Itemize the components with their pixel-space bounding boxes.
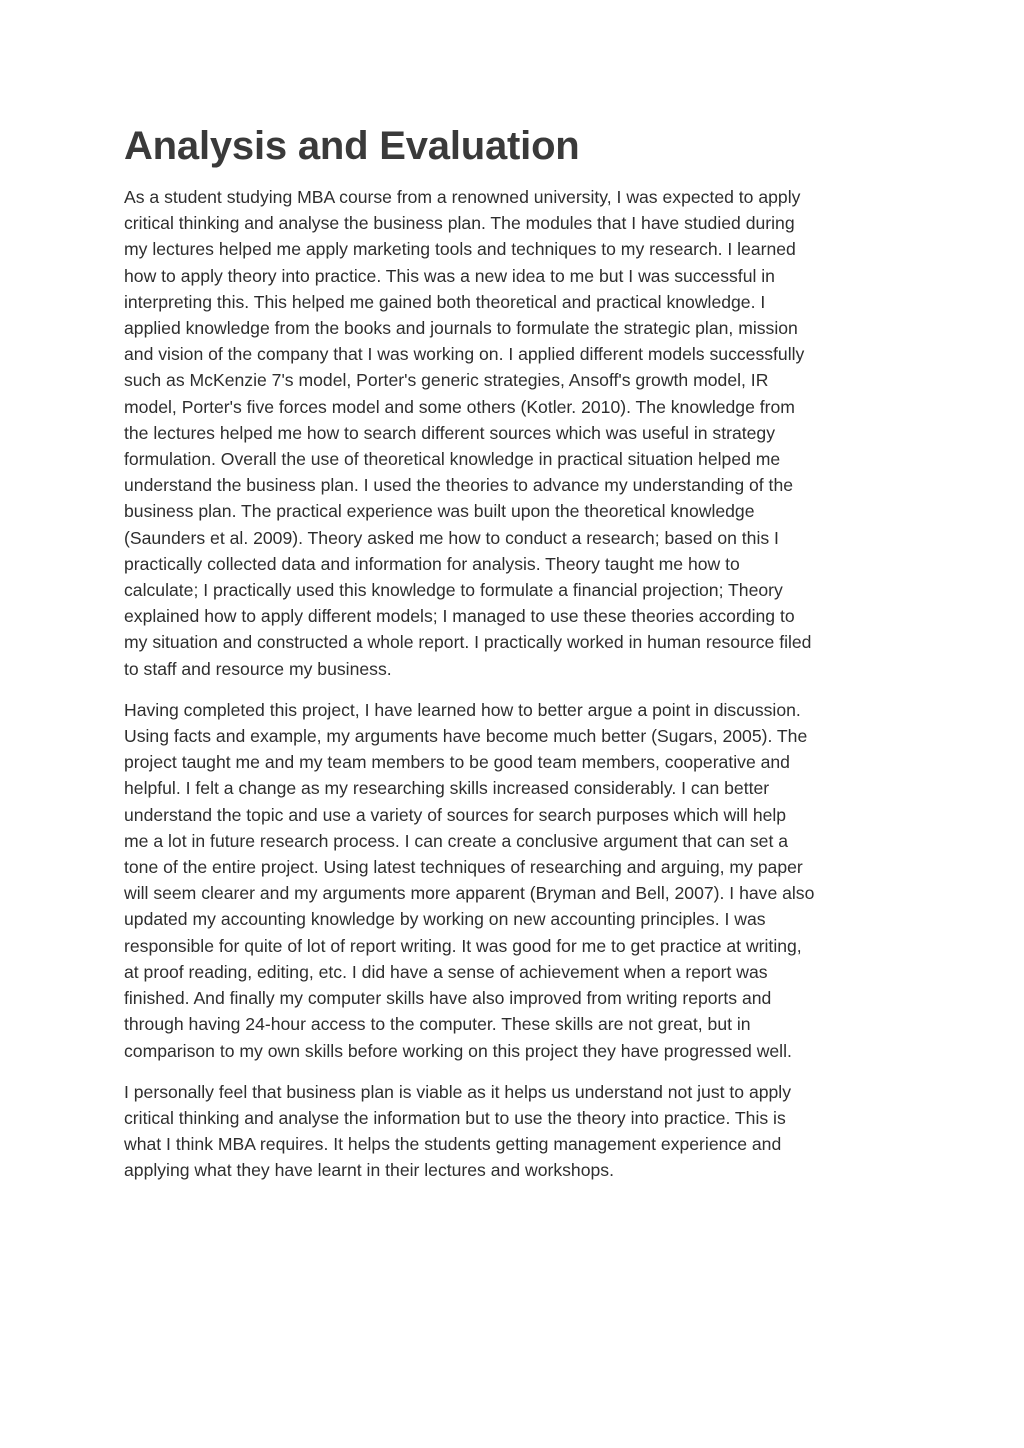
paragraph-3: I personally feel that business plan is viable as it helps us understand not just to apply critical thinking and analyse the information but to use the theory into practice. This is what I think MBA requires. It helps the students getting management experience and applying what they have learnt in their lectures and workshops. (124, 1081, 792, 1181)
paragraph-2: Having completed this project, I have learned how to better argue a point in discussion. Using facts and example, my arguments have become much better (Sugars, 2005). The project taught me and my team members to be good team members, cooperative and helpful. I felt a change as my researching skills increased considerably. I can better understand the topic and use a variety of sources for search purposes which will help me a lot in future research process. I can create a conclusive argument that can set a tone of the entire project. Using latest techniques of researching and arguing, my paper will seem clearer and my arguments more apparent (Bryman and Bell, 2007). I have also updated my accounting knowledge by working on new accounting principles. I was responsible for quite of lot of report writing. It was good for me to get practice at writing, at proof reading, editing, etc. I did have a sense of achievement when a report was finished. And finally my computer skills have also improved from writing reports and through having 24-hour access to the computer. These skills are not great, but in comparison to my own skills before working on this project they have progressed well. (124, 699, 815, 1061)
page-title: Analysis and Evaluation (124, 124, 580, 168)
paragraph-1: As a student studying MBA course from a renowned university, I was expected to apply critical thinking and analyse the business plan. The modules that I have studied during my lectures helped me apply marketing tools and techniques to my research. I learned how to apply theory into practice. This was a new idea to me but I was successful in interpreting this. This helped me gained both theoretical and practical knowledge. I applied knowledge from the books and journals to formulate the strategic plan, mission and vision of the company that I was working on. I applied different models successfully such as McKenzie 7's model, Porter's generic strategies, Ansoff's growth model, IR model, Porter's five forces model and some others (Kotler. 2010). The knowledge from the lectures helped me how to search different sources which was useful in strategy formulation. Overall the use of theoretical knowledge in practical situation helped me understand the business plan. I used the theories to advance my understanding of the business plan. The practical experience was built upon the theoretical knowledge (Saunders et al. 2009). Theory asked me how to conduct a research; based on this I practically collected data and information for analysis. Theory taught me how to calculate; I practically used this knowledge to formulate a financial projection; Theory explained how to apply different models; I managed to use these theories according to my situation and constructed a whole report. I practically worked in human resource filed to staff and resource my business. (124, 187, 812, 679)
document-page (124, 122, 904, 1199)
